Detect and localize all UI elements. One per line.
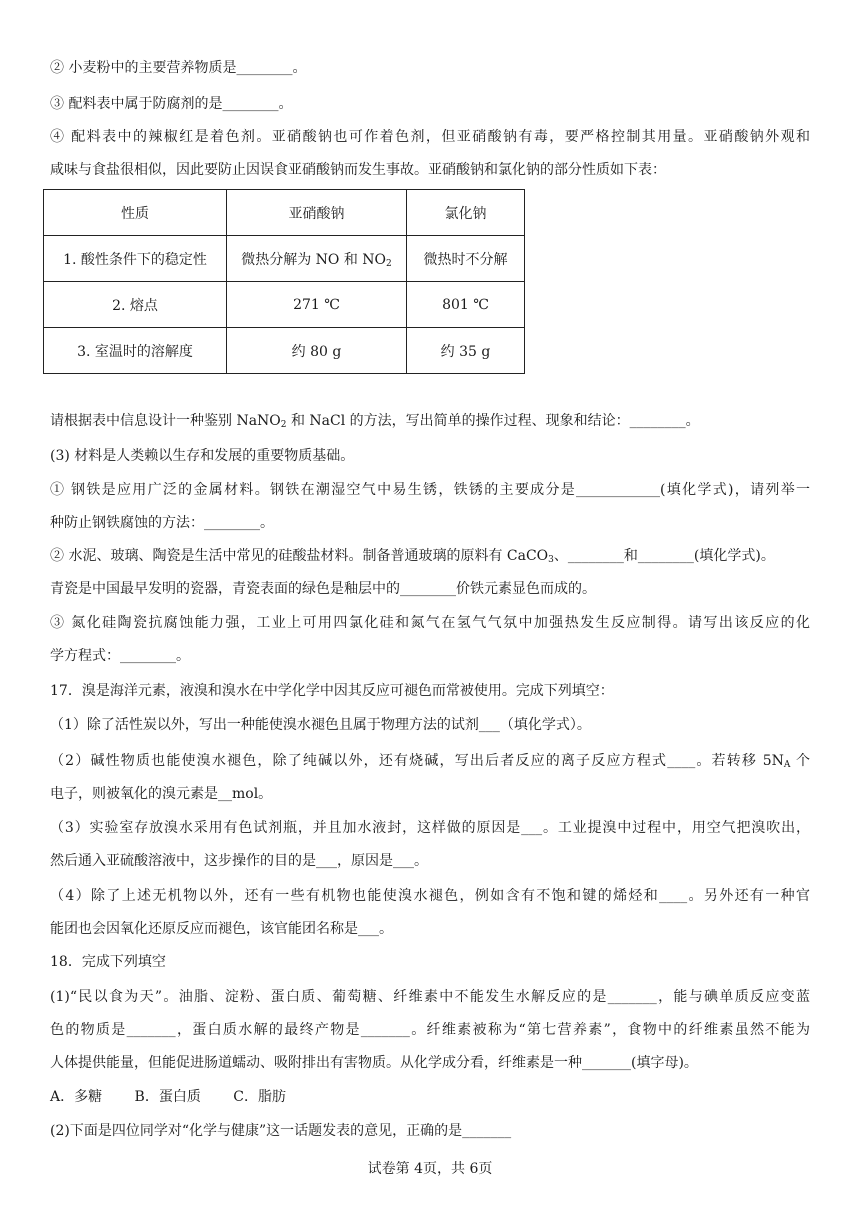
table-cell-sodium-chloride: 微热时不分解 <box>407 236 525 282</box>
line-text: 请根据表中信息设计一种鉴别 NaNO <box>50 413 281 429</box>
question-line: 电子，则被氧化的溴元素是__mol。 <box>50 786 273 802</box>
table-cell-property: 2. 熔点 <box>44 282 227 328</box>
line-text: ② 水泥、玻璃、陶瓷是生活中常见的硅酸盐材料。制备普通玻璃的原料有 CaCO <box>50 548 549 564</box>
question-line: 人体提供能量，但能促进肠道蠕动、吸附排出有害物质。从化学成分看，纤维素是一种_______(填字母)。 <box>50 1055 698 1071</box>
question-line: 色的物质是_______，蛋白质水解的最终产物是_______。纤维素被称为“第七营养素”，食物中的纤维素虽然不能为 <box>50 1022 810 1038</box>
subscript: 3 <box>548 555 554 565</box>
table-cell-sodium-chloride: 801 ℃ <box>407 282 525 328</box>
table-header-cell: 亚硝酸钠 <box>227 190 407 236</box>
question-line <box>50 750 810 772</box>
line-text: 和 NaCl 的方法，写出简单的操作过程、现象和结论：________。 <box>286 413 700 429</box>
question-line: 能团也会因氧化还原反应而褪色，该官能团名称是___。 <box>50 921 393 937</box>
question-line: 咸味与食盐很相似，因此要防止因误食亚硝酸钠而发生事故。亚硝酸钠和氯化钠的部分性质如下表： <box>50 162 666 178</box>
question-line: 种防止钢铁腐蚀的方法：________。 <box>50 515 274 531</box>
table-row <box>44 328 525 374</box>
question-line: ③ 氮化硅陶瓷抗腐蚀能力强，工业上可用四氯化硅和氮气在氢气气氛中加强热发生反应制得。请写出该反应的化 <box>50 615 810 631</box>
question-line: 然后通入亚硫酸溶液中，这步操作的目的是___，原因是___。 <box>50 853 428 869</box>
question-line: ① 钢铁是应用广泛的金属材料。钢铁在潮湿空气中易生锈，铁锈的主要成分是____________(填化学式)，请列举一 <box>50 482 810 498</box>
question-18-stem: 18．完成下列填空 <box>50 954 166 970</box>
table-header-cell: 氯化钠 <box>407 190 525 236</box>
table-cell-sodium-chloride: 约 35 g <box>407 328 525 374</box>
table-cell-sodium-nitrite: 约 80 g <box>227 328 407 374</box>
line-text: （2）碱性物质也能使溴水褪色，除了纯碱以外，还有烧碱，写出后者反应的离子反应方程式____。若转移 5N <box>50 753 784 769</box>
question-line: (1)“民以食为天”。油脂、淀粉、蛋白质、葡萄糖、纤维素中不能发生水解反应的是_______，能与碘单质反应变蓝 <box>50 989 810 1005</box>
line-text: 、________和________(填化学式)。 <box>553 548 775 564</box>
page-footer: 试卷第 4页，共 6页 <box>367 1161 493 1177</box>
answer-options: A．多糖 B．蛋白质 C．脂肪 <box>50 1089 287 1105</box>
question-line: （3）实验室存放溴水采用有色试剂瓶，并且加水液封，这样做的原因是___。工业提溴中过程中，用空气把溴吹出， <box>50 820 810 836</box>
question-line: （4）除了上述无机物以外，还有一些有机物也能使溴水褪色，例如含有不饱和键的烯烃和____。另外还有一种官 <box>50 888 810 904</box>
question-line: (3) 材料是人类赖以生存和发展的重要物质基础。 <box>50 448 355 464</box>
question-line: ② 小麦粉中的主要营养物质是________。 <box>50 60 307 76</box>
table-header-cell: 性质 <box>44 190 227 236</box>
question-line: ④ 配料表中的辣椒红是着色剂。亚硝酸钠也可作着色剂，但亚硝酸钠有毒，要严格控制其用量。亚硝酸钠外观和 <box>50 129 810 145</box>
property-table <box>43 189 525 374</box>
question-line <box>50 545 810 567</box>
table-header-row <box>44 190 525 236</box>
table-cell-sodium-nitrite <box>227 236 407 282</box>
table-cell-property: 3. 室温时的溶解度 <box>44 328 227 374</box>
question-line: （1）除了活性炭以外，写出一种能使溴水褪色且属于物理方法的试剂___（填化学式）。 <box>50 717 591 733</box>
table-row <box>44 282 525 328</box>
subscript: 2 <box>386 258 392 269</box>
table-row <box>44 236 525 282</box>
question-line <box>50 410 810 432</box>
question-17-stem: 17．溴是海洋元素，液溴和溴水在中学化学中因其反应可褪色而常被使用。完成下列填空： <box>50 683 614 699</box>
question-line: (2)下面是四位同学对“化学与健康”这一话题发表的意见，正确的是_______ <box>50 1123 512 1139</box>
subscript: A <box>783 760 791 770</box>
table-cell-property: 1. 酸性条件下的稳定性 <box>44 236 227 282</box>
question-line: ③ 配料表中属于防腐剂的是________。 <box>50 96 293 112</box>
line-text: 个 <box>790 753 811 769</box>
subscript: 2 <box>280 420 287 430</box>
question-line: 学方程式：________。 <box>50 648 190 664</box>
question-line: 青瓷是中国最早发明的瓷器，青瓷表面的绿色是釉层中的________价铁元素显色而成的。 <box>50 581 596 597</box>
cell-text: 微热分解为 NO 和 NO <box>241 251 387 268</box>
table-cell-sodium-nitrite: 271 ℃ <box>227 282 407 328</box>
